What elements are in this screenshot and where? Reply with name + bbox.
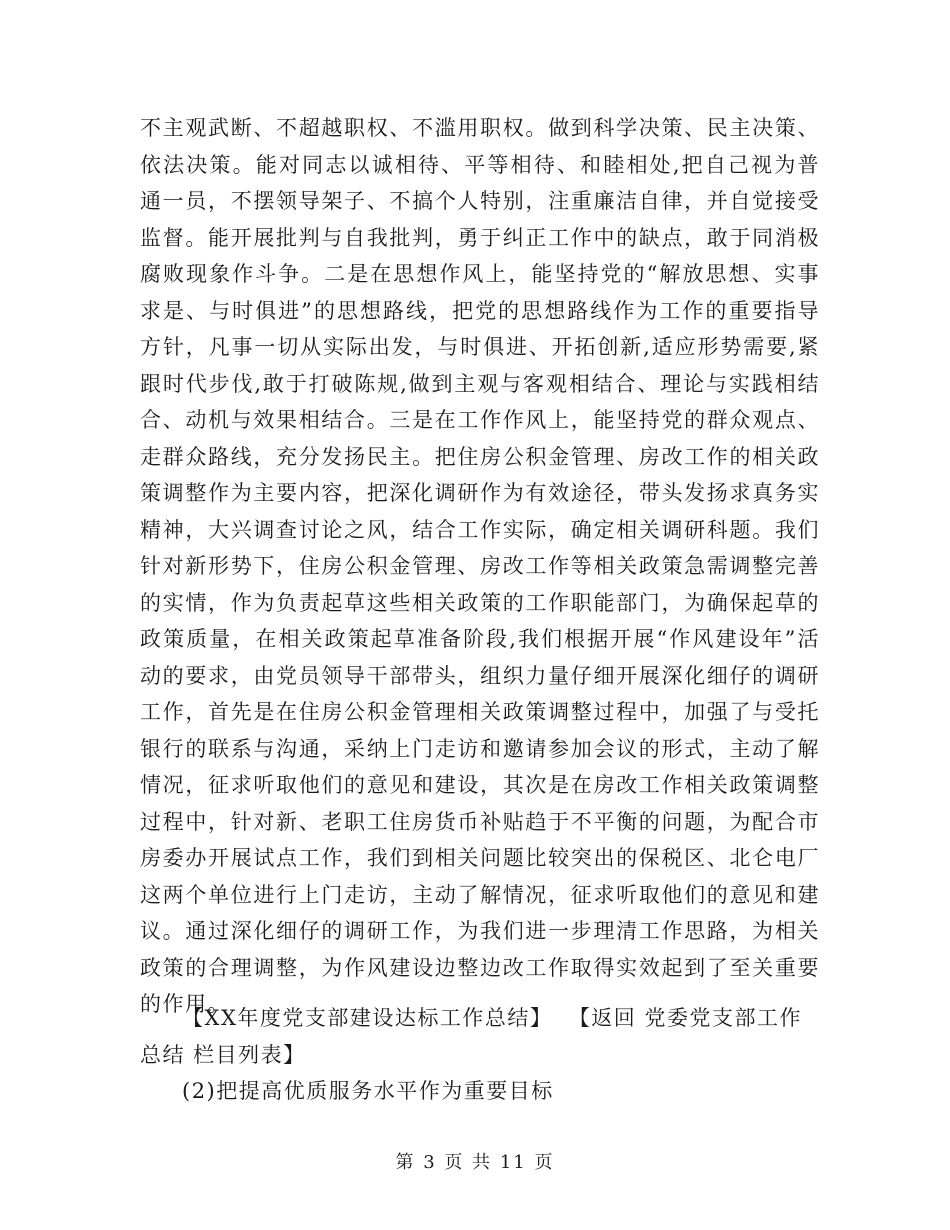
navigation-links	[140, 1000, 820, 1073]
body-paragraph: 不主观武断、不超越职权、不滥用职权。做到科学决策、民主决策、依法决策。能对同志以诚相待、平等相待、和睦相处,把自己视为普通一员，不摆领导架子、不搞个人特别，注重廉洁自律，并自觉接受监督。能开展批判与自我批判，勇于纠正工作中的缺点，敢于同消极腐败现象作斗争。二是在思想作风上，能坚持党的“解放思想、实事求是、与时俱进”的思想路线，把党的思想路线作为工作的重要指导方针，凡事一切从实际出发，与时俱进、开拓创新,适应形势需要,紧跟时代步伐,敢于打破陈规,做到主观与客观相结合、理论与实践相结合、动机与效果相结合。三是在工作作风上，能坚持党的群众观点、走群众路线，充分发扬民主。把住房公积金管理、房改工作的相关政策调整作为主要内容，把深化调研作为有效途径，带头发扬求真务实精神，大兴调查讨论之风，结合工作实际，确定相关调研科题。我们针对新形势下，住房公积金管理、房改工作等相关政策急需调整完善的实情，作为负责起草这些相关政策的工作职能部门，为确保起草的政策质量，在相关政策起草准备阶段,我们根据开展“作风建设年”活动的要求，由党员领导干部带头，组织力量仔细开展深化细仔的调研工作，首先是在住房公积金管理相关政策调整过程中，加强了与受托银行的联系与沟通，采纳上门走访和邀请参加会议的形式，主动了解情况，征求听取他们的意见和建设，其次是在房改工作相关政策调整过程中，针对新、老职工住房货币补贴趋于不平衡的问题，为配合市房委办开展试点工作，我们到相关问题比较突出的保税区、北仑电厂这两个单位进行上门走访，主动了解情况，征求听取他们的意见和建议。通过深化细仔的调研工作，为我们进一步理清工作思路，为相关政策的合理调整，为作风建设边整边改工作取得实效起到了至关重要的作用。	[140, 116, 820, 1016]
page-number-footer: 第 3 页 共 11 页	[395, 1152, 555, 1173]
back-to-list-link[interactable]: 【返回 党委党支部工作总结 栏目列表】	[140, 1006, 802, 1067]
related-article-link[interactable]: 【XX年度党支部建设达标工作总结】	[182, 1006, 553, 1030]
section-subheading: (2)把提高优质服务水平作为重要目标	[182, 1079, 554, 1103]
